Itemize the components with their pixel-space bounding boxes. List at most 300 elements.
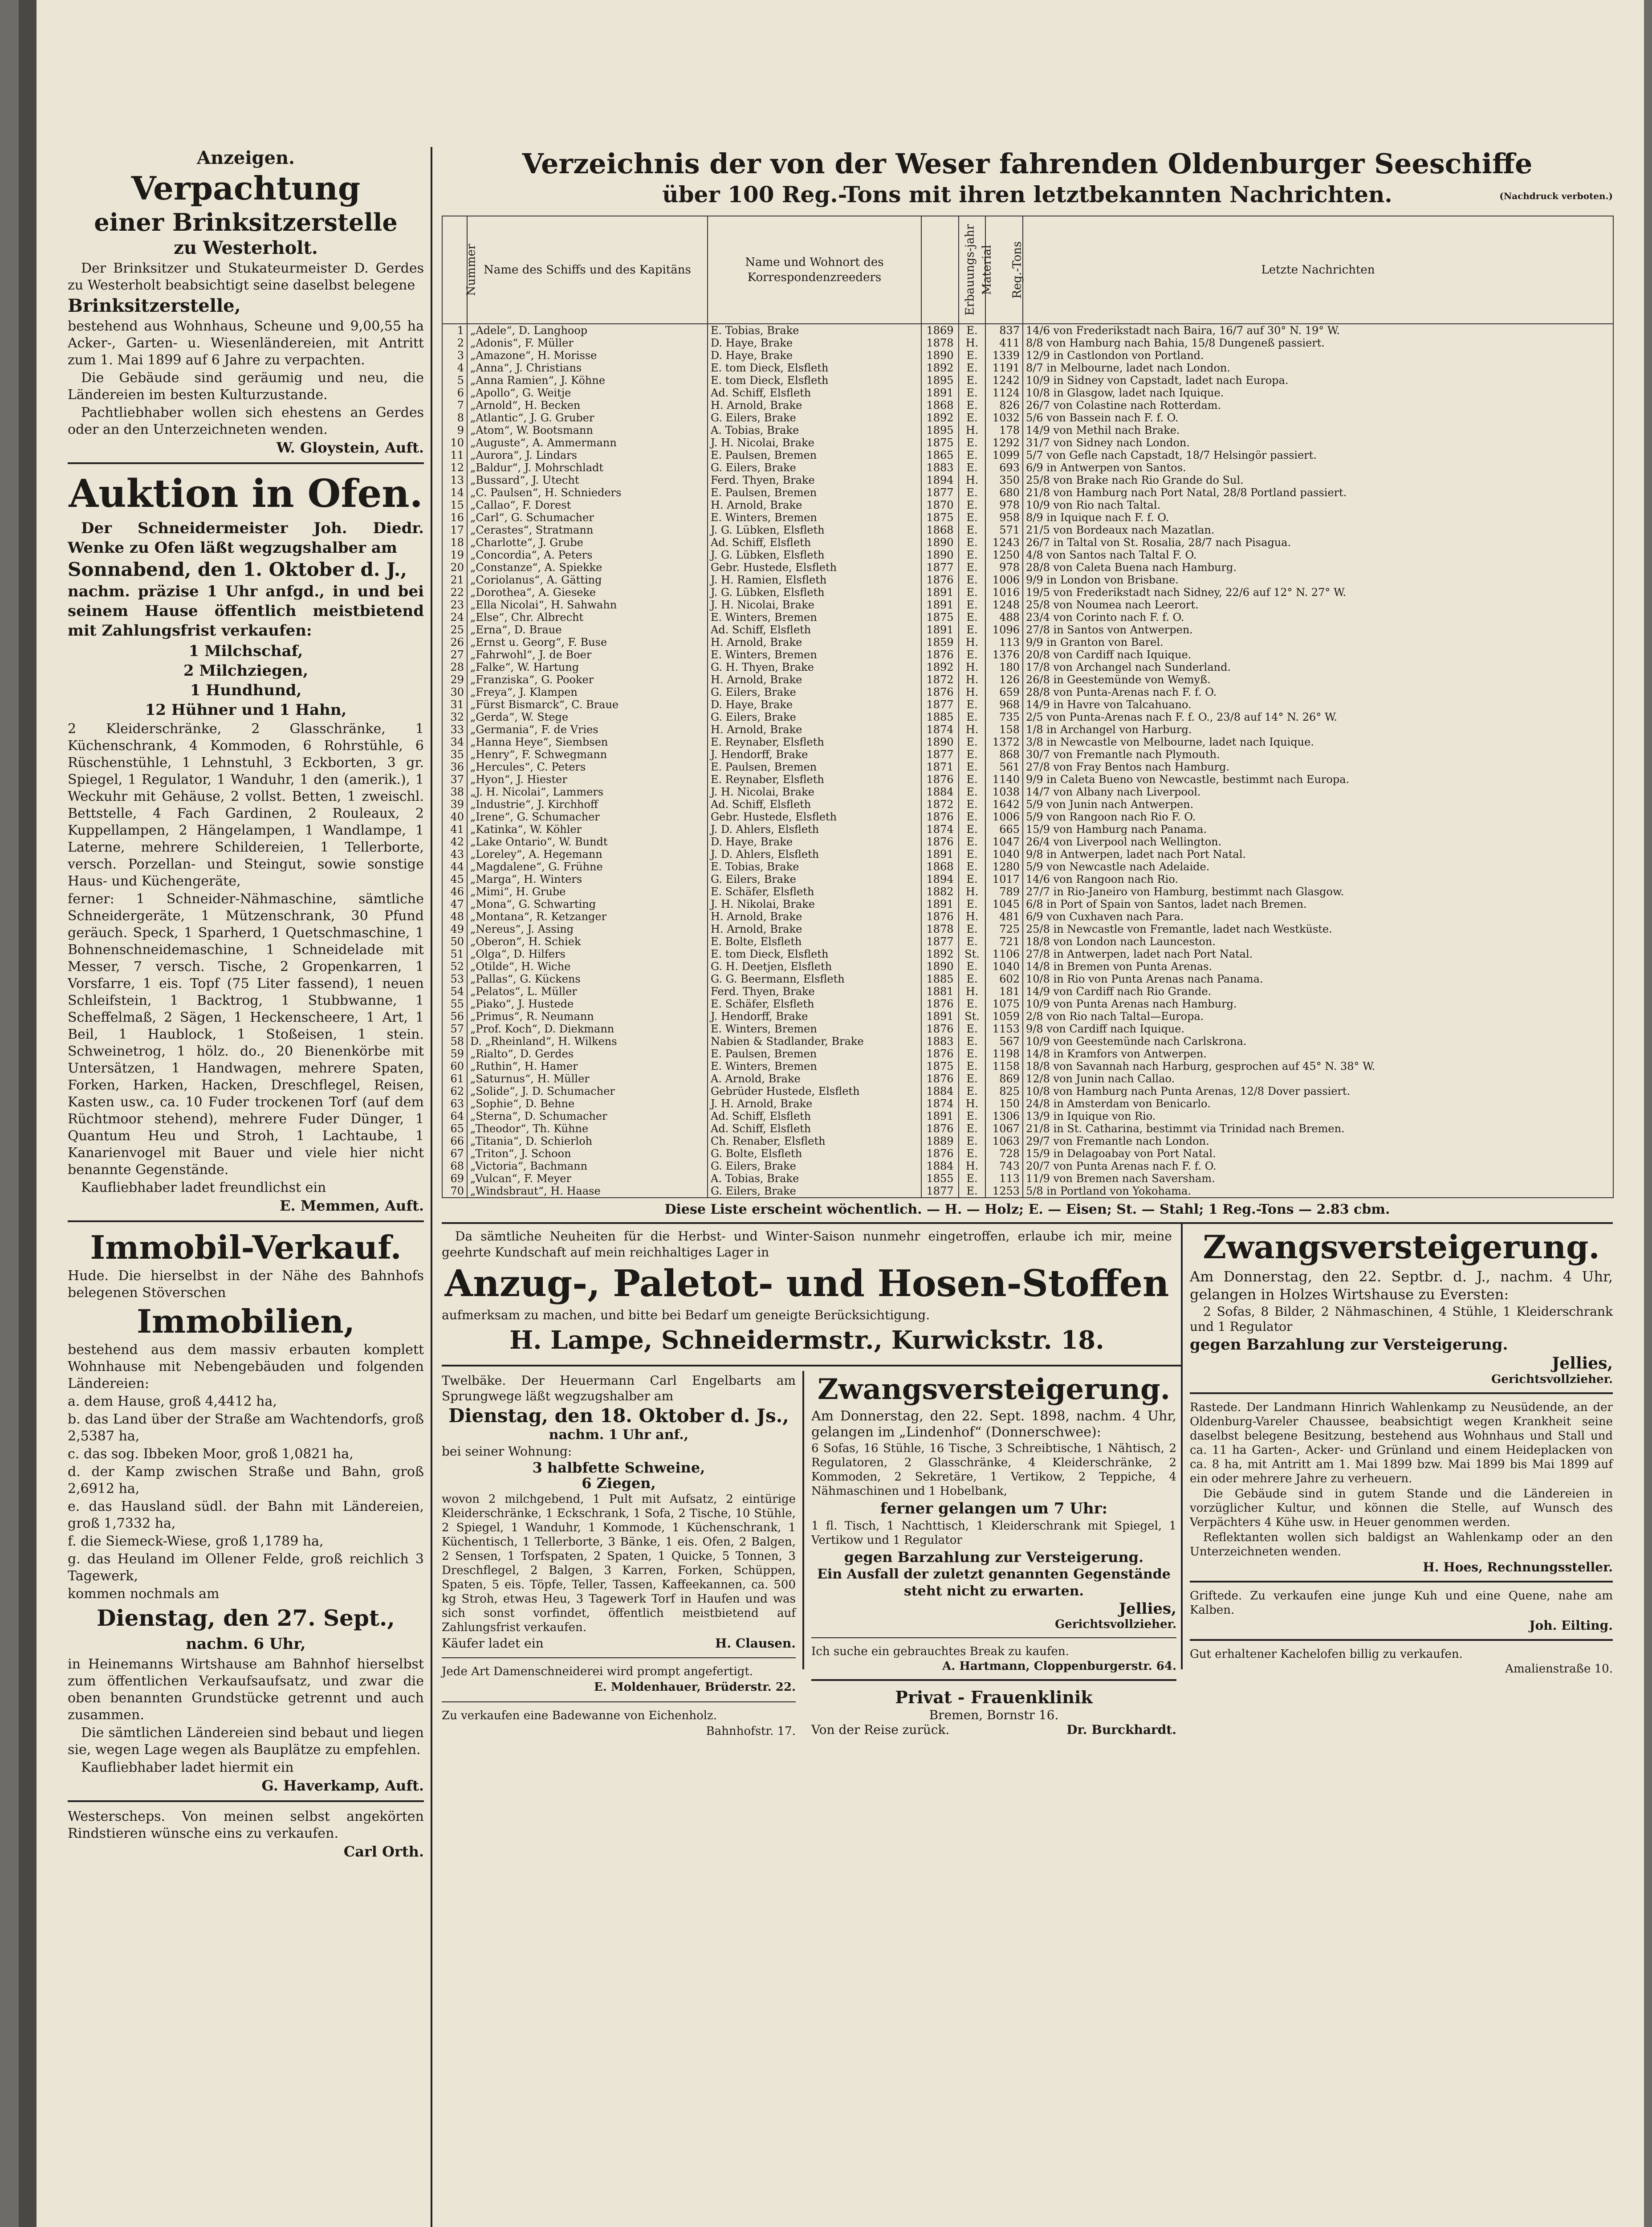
material: E.: [959, 748, 985, 761]
row-number: 58: [442, 1035, 467, 1048]
table-row: [442, 861, 1613, 873]
ad-text: 2 Sofas, 8 Bilder, 2 Nähmaschinen, 4 Stühle, 1 Kleiderschrank und 1 Regulator: [1190, 1304, 1613, 1334]
material: E.: [959, 599, 985, 611]
ad-title: Privat - Frauenklinik: [895, 1687, 1093, 1707]
table-row: [442, 1085, 1613, 1097]
ad-text: Gut erhaltener Kachelofen billig zu verkaufen.: [1190, 1648, 1463, 1661]
build-year: 1876: [921, 998, 959, 1010]
build-year: 1884: [921, 1085, 959, 1097]
table-row: [442, 337, 1613, 349]
reg-tons: 488: [985, 611, 1023, 624]
reg-tons: 178: [985, 424, 1023, 436]
reg-tons: 411: [985, 337, 1023, 349]
latest-news: 5/8 in Portland von Yokohama.: [1023, 1185, 1613, 1198]
material: H.: [959, 424, 985, 436]
reg-tons: 826: [985, 399, 1023, 412]
reg-tons: 1243: [985, 536, 1023, 549]
ad-title: Zwangsversteigerung.: [817, 1373, 1171, 1406]
ad-signature: Gerichtsvollzieher.: [1055, 1618, 1176, 1631]
build-year: 1890: [921, 536, 959, 549]
owner: J. H. Arnold, Brake: [708, 1097, 921, 1110]
reg-tons: 181: [985, 985, 1023, 998]
latest-news: 10/8 von Hamburg nach Punta Arenas, 12/8 Dover passiert.: [1023, 1085, 1613, 1097]
owner: Ad. Schiff, Elsfleth: [708, 1110, 921, 1122]
build-year: 1876: [921, 686, 959, 698]
latest-news: 9/9 in Granton von Barel.: [1023, 636, 1613, 649]
ad-title: zu Westerholt.: [174, 237, 318, 258]
ship-and-captain: „Magdalene“, G. Frühne: [467, 861, 708, 873]
owner: Ad. Schiff, Elsfleth: [708, 624, 921, 636]
build-year: 1884: [921, 786, 959, 798]
build-year: 1875: [921, 611, 959, 624]
ad-text: Die sämtlichen Ländereien sind bebaut und liegen sie, wegen Lage wegen als Bauplätze zu empfehlen.: [68, 1725, 424, 1758]
ad-text: bestehend aus Wohnhaus, Scheune und 9,00,55 ha Acker-, Garten- u. Wiesenländereien, mit Antritt zum 1. Mai 1899 auf 6 Jahre zu verpachten.: [68, 318, 424, 368]
ship-and-captain: „Nereus“, J. Assing: [467, 923, 708, 935]
latest-news: 1/8 in Archangel von Harburg.: [1023, 723, 1613, 736]
latest-news: 21/8 in St. Catharina, bestimmt via Trinidad nach Bremen.: [1023, 1122, 1613, 1135]
latest-news: 14/9 von Methil nach Brake.: [1023, 424, 1613, 436]
reg-tons: 113: [985, 1172, 1023, 1185]
table-row: [442, 985, 1613, 998]
latest-news: 14/7 von Albany nach Liverpool.: [1023, 786, 1613, 798]
row-number: 26: [442, 636, 467, 649]
row-number: 55: [442, 998, 467, 1010]
ad-text: Westerscheps. Von meinen selbst angekörten Rindstieren wünsche eins zu verkaufen.: [68, 1809, 424, 1841]
ship-and-captain: „Constanze“, A. Spiekke: [467, 561, 708, 574]
latest-news: 21/5 von Bordeaux nach Mazatlan.: [1023, 524, 1613, 536]
ship-and-captain: „Ella Nicolai“, H. Sahwahn: [467, 599, 708, 611]
ad-text: 2 Kleiderschränke, 2 Glasschränke, 1 Küchenschrank, 4 Kommoden, 6 Rohrstühle, 6 Rüschenstühle, 1 Lehnstuhl, 3 Eckborten, 3 gr. Spiegel, 1 Regulator, 1 Wanduhr, 1 den (amerik.), 1 Weckuhr mit Gehäuse, 2 vollst. Betten, 1 zweischl. Bettstelle, 4 Fach Gardinen, 2 Rouleaux, 2 Kuppellampen, 2 Hängelampen, 1 Wandlampe, 1 Laterne, mehrere Schildereien, 1 Tellerborte, versch. Porzellan- und Steingut, sowie sonstige Haus- und Küchengeräte,: [68, 721, 424, 889]
row-number: 41: [442, 823, 467, 836]
column-header: Material: [959, 216, 985, 324]
column-header: Reg.-Tons: [985, 216, 1023, 324]
ad-text: Am Donnerstag, den 22. Sept. 1898, nachm. 4 Uhr, gelangen im „Lindenhof“ (Donnerschwee):: [811, 1408, 1176, 1440]
material: H.: [959, 337, 985, 349]
list-item: e. das Hausland südl. der Bahn mit Ländereien, groß 1,7332 ha,: [68, 1499, 424, 1531]
table-row: [442, 848, 1613, 861]
column-separator: [431, 147, 432, 2227]
list-item: b. das Land über der Straße am Wachtendorfs, groß 2,5387 ha,: [68, 1411, 424, 1444]
divider: [811, 1637, 1176, 1638]
owner: E. Paulsen, Bremen: [708, 1048, 921, 1060]
owner: E. Schäfer, Elsfleth: [708, 998, 921, 1010]
ship-and-captain: „Hanna Heye“, Siembsen: [467, 736, 708, 748]
owner: J. H. Nicolai, Brake: [708, 786, 921, 798]
latest-news: 30/7 von Fremantle nach Plymouth.: [1023, 748, 1613, 761]
build-year: 1891: [921, 387, 959, 399]
material: E.: [959, 960, 985, 973]
row-number: 70: [442, 1185, 467, 1198]
owner: G. Eilers, Brake: [708, 412, 921, 424]
build-year: 1876: [921, 811, 959, 823]
ad-text: Die Gebäude sind geräumig und neu, die Ländereien im besten Kulturzustande.: [68, 370, 424, 403]
ad-text: Kaufliebhaber ladet freundlichst ein: [81, 1180, 326, 1195]
table-row: [442, 1023, 1613, 1035]
table-row: [442, 574, 1613, 586]
ship-and-captain: „Atlantic“, J. G. Gruber: [467, 412, 708, 424]
reg-tons: 659: [985, 686, 1023, 698]
table-row: [442, 686, 1613, 698]
owner: E. Winters, Bremen: [708, 1060, 921, 1073]
ad-text: 1 fl. Tisch, 1 Nachttisch, 1 Kleiderschrank mit Spiegel, 1 Vertikow und 1 Regulator: [811, 1519, 1176, 1547]
reg-tons: 1248: [985, 599, 1023, 611]
ship-and-captain: „Amazone“, H. Morisse: [467, 349, 708, 362]
owner: Gebrüder Hustede, Elsfleth: [708, 1085, 921, 1097]
main-column: [442, 147, 1613, 1738]
owner: G. Eilers, Brake: [708, 873, 921, 885]
row-number: 10: [442, 436, 467, 449]
ship-and-captain: „Mona“, G. Schwarting: [467, 898, 708, 910]
row-number: 39: [442, 798, 467, 811]
build-year: 1875: [921, 1060, 959, 1073]
row-number: 1: [442, 324, 467, 337]
ad-title: Anzug-, Paletot- und Hosen-Stoffen: [444, 1262, 1169, 1305]
owner: H. Arnold, Brake: [708, 399, 921, 412]
reg-tons: 978: [985, 561, 1023, 574]
ship-and-captain: „Adele“, D. Langhoop: [467, 324, 708, 337]
material: E.: [959, 998, 985, 1010]
ship-and-captain: „Hyon“, J. Hiester: [467, 773, 708, 786]
latest-news: 28/8 von Caleta Buena nach Hamburg.: [1023, 561, 1613, 574]
column-header: Nummer: [442, 216, 467, 324]
owner: D. Haye, Brake: [708, 349, 921, 362]
owner: G. Eilers, Brake: [708, 1160, 921, 1172]
latest-news: 20/8 von Cardiff nach Iquique.: [1023, 649, 1613, 661]
row-number: 20: [442, 561, 467, 574]
material: E.: [959, 798, 985, 811]
table-row: [442, 611, 1613, 624]
divider: [442, 1657, 796, 1658]
ad-item: 3 halbfette Schweine,: [532, 1459, 705, 1476]
build-year: 1877: [921, 935, 959, 948]
ad-text: Von der Reise zurück.: [811, 1722, 950, 1737]
ad-title: Immobil-Verkauf.: [90, 1228, 402, 1266]
ship-and-captain: „Olga“, D. Hilfers: [467, 948, 708, 960]
divider: [68, 1800, 424, 1802]
row-number: 14: [442, 486, 467, 499]
ad-signature: Carl Orth.: [343, 1843, 424, 1860]
row-number: 21: [442, 574, 467, 586]
build-year: 1876: [921, 1073, 959, 1085]
latest-news: 6/9 in Antwerpen von Santos.: [1023, 461, 1613, 474]
reg-tons: 1075: [985, 998, 1023, 1010]
latest-news: 5/9 von Rangoon nach Rio F. O.: [1023, 811, 1613, 823]
ship-table: [442, 216, 1614, 1198]
ad-signature: E. Memmen, Auft.: [280, 1197, 424, 1214]
material: E.: [959, 549, 985, 561]
table-row: [442, 536, 1613, 549]
ad-text: bei seiner Wohnung:: [442, 1444, 572, 1459]
ship-and-captain: „Marga“, H. Winters: [467, 873, 708, 885]
reg-tons: 869: [985, 1073, 1023, 1085]
material: E.: [959, 1023, 985, 1035]
column-header: Letzte Nachrichten: [1023, 216, 1613, 324]
ship-and-captain: „Titania“, D. Schierloh: [467, 1135, 708, 1147]
row-number: 15: [442, 499, 467, 511]
divider: [1190, 1581, 1613, 1583]
material: E.: [959, 973, 985, 985]
material: E.: [959, 923, 985, 935]
ad-signature: H. Clausen.: [715, 1636, 796, 1651]
latest-news: 5/7 von Gefle nach Capstadt, 18/7 Helsingör passiert.: [1023, 449, 1613, 461]
table-row: [442, 736, 1613, 748]
material: E.: [959, 773, 985, 786]
ship-and-captain: „Ernst u. Georg“, F. Buse: [467, 636, 708, 649]
reg-tons: 150: [985, 1097, 1023, 1110]
reg-tons: 721: [985, 935, 1023, 948]
build-year: 1875: [921, 436, 959, 449]
ad-text: aufmerksam zu machen, und bitte bei Bedarf um geneigte Berücksichtigung.: [442, 1308, 930, 1322]
table-row: [442, 486, 1613, 499]
reg-tons: 1032: [985, 412, 1023, 424]
row-number: 2: [442, 337, 467, 349]
ad-address: Bahnhofstr. 17.: [706, 1725, 796, 1738]
build-year: 1868: [921, 861, 959, 873]
material: E.: [959, 736, 985, 748]
table-row: [442, 661, 1613, 673]
ad-text: wovon 2 milchgebend, 1 Pult mit Aufsatz, 2 eintürige Kleiderschränke, 1 Eckschrank, 1 Sofa, 2 Tische, 10 Stühle, 2 Spiegel, 1 Wanduhr, 1 Kommode, 1 Küchenschrank, 1 Küchentisch, 1 Tellerborte, 3 Bänke, 1 eis. Ofen, 2 Balgen, 2 Sensen, 1 Torfspaten, 2 Spaten, 1 Quicke, 5 Tonnen, 3 Dreschflegel, 2 Balgen, 3 Karren, Forken, Schüppen, Spaten, 5 eis. Töpfe, Teller, Tassen, Kaffeekannen, ca. 500 kg Stroh, etwas Heu, 3 Tagewerk Torf in Haufen und was sich sonst vorfindet, öffentlich meistbietend auf Zahlungsfrist verkaufen.: [442, 1493, 796, 1634]
ship-and-captain: „Piako“, J. Hustede: [467, 998, 708, 1010]
ad-text: Pachtliebhaber wollen sich ehestens an Gerdes oder an den Unterzeichneten wenden.: [68, 405, 424, 437]
table-row: [442, 599, 1613, 611]
owner: E. Winters, Bremen: [708, 1023, 921, 1035]
build-year: 1859: [921, 636, 959, 649]
latest-news: 5/9 von Newcastle nach Adelaide.: [1023, 861, 1613, 873]
ship-and-captain: „Auguste“, A. Ammermann: [467, 436, 708, 449]
material: E.: [959, 1135, 985, 1147]
owner: E. Paulsen, Bremen: [708, 761, 921, 773]
row-number: 47: [442, 898, 467, 910]
reg-tons: 978: [985, 499, 1023, 511]
reg-tons: 728: [985, 1147, 1023, 1160]
latest-news: 4/8 von Santos nach Taltal F. O.: [1023, 549, 1613, 561]
ad-signature: G. Haverkamp, Auft.: [261, 1777, 424, 1794]
list-item: c. das sog. Ibbeken Moor, groß 1,0821 ha,: [68, 1446, 354, 1462]
row-number: 68: [442, 1160, 467, 1172]
owner: E. Winters, Bremen: [708, 611, 921, 624]
ad-item: 6 Ziegen,: [582, 1475, 656, 1492]
material: E.: [959, 935, 985, 948]
row-number: 57: [442, 1023, 467, 1035]
material: E.: [959, 649, 985, 661]
ship-and-captain: „Charlotte“, J. Grube: [467, 536, 708, 549]
build-year: 1868: [921, 524, 959, 536]
table-row: [442, 998, 1613, 1010]
owner: J. H. Ramien, Elsfleth: [708, 574, 921, 586]
latest-news: 9/8 von Cardiff nach Iquique.: [1023, 1023, 1613, 1035]
latest-news: 10/9 von Rio nach Taltal.: [1023, 499, 1613, 511]
latest-news: 12/9 in Castlondon von Portland.: [1023, 349, 1613, 362]
reg-tons: 350: [985, 474, 1023, 486]
table-row: [442, 349, 1613, 362]
owner: E. Winters, Bremen: [708, 649, 921, 661]
material: St.: [959, 948, 985, 960]
ad-signature: H. Hoes, Rechnungssteller.: [1423, 1560, 1613, 1574]
row-number: 54: [442, 985, 467, 998]
reg-tons: 1096: [985, 624, 1023, 636]
column-header: Name des Schiffs und des Kapitäns: [467, 216, 708, 324]
reg-tons: 1292: [985, 436, 1023, 449]
ship-and-captain: „Primus“, R. Neumann: [467, 1010, 708, 1023]
reg-tons: 1045: [985, 898, 1023, 910]
table-row: [442, 698, 1613, 711]
ship-and-captain: „Bussard“, J. Utecht: [467, 474, 708, 486]
table-row: [442, 711, 1613, 723]
ship-and-captain: D. „Rheinland“, H. Wilkens: [467, 1035, 708, 1048]
owner: Ad. Schiff, Elsfleth: [708, 536, 921, 549]
material: E.: [959, 399, 985, 412]
table-row: [442, 524, 1613, 536]
build-year: 1892: [921, 362, 959, 374]
table-row: [442, 324, 1613, 337]
ad-text: Am Donnerstag, den 22. Septbr. d. J., nachm. 4 Uhr, gelangen in Holzes Wirtshause zu Eversten:: [1190, 1268, 1613, 1303]
material: E.: [959, 811, 985, 823]
owner: G. Bolte, Elsfleth: [708, 1147, 921, 1160]
ad-text: ferner gelangen um 7 Uhr:: [880, 1500, 1108, 1517]
table-row: [442, 449, 1613, 461]
ship-and-captain: „J. H. Nicolai“, Lammers: [467, 786, 708, 798]
build-year: 1891: [921, 848, 959, 861]
latest-news: 18/8 von Savannah nach Harburg, gesprochen auf 45° N. 38° W.: [1023, 1060, 1613, 1073]
material: E.: [959, 898, 985, 910]
ship-and-captain: „Solide“, J. D. Schumacher: [467, 1085, 708, 1097]
latest-news: 18/8 von London nach Launceston.: [1023, 935, 1613, 948]
reg-tons: 1250: [985, 549, 1023, 561]
ship-and-captain: „Carl“, G. Schumacher: [467, 511, 708, 524]
ship-and-captain: „Concordia“, A. Peters: [467, 549, 708, 561]
row-number: 33: [442, 723, 467, 736]
reg-tons: 1040: [985, 848, 1023, 861]
table-row: [442, 910, 1613, 923]
ad-date: Dienstag, den 27. Sept.,: [97, 1605, 395, 1631]
build-year: 1891: [921, 1010, 959, 1023]
owner: G. H. Thyen, Brake: [708, 661, 921, 673]
material: H.: [959, 661, 985, 673]
reg-tons: 1280: [985, 861, 1023, 873]
table-row: [442, 723, 1613, 736]
table-row: [442, 786, 1613, 798]
latest-news: 28/8 von Punta-Arenas nach F. f. O.: [1023, 686, 1613, 698]
owner: D. Haye, Brake: [708, 337, 921, 349]
ad-time: nachm. 6 Uhr,: [186, 1635, 306, 1653]
ad-title: Auktion in Ofen.: [69, 471, 423, 516]
material: E.: [959, 524, 985, 536]
table-row: [442, 586, 1613, 599]
ad-item: 1 Milchschaf,: [188, 642, 303, 660]
table-row: [442, 823, 1613, 836]
ship-table-body: [442, 324, 1613, 1198]
reg-tons: 1253: [985, 1185, 1023, 1198]
owner: J. Hendorff, Brake: [708, 1010, 921, 1023]
ship-and-captain: „Freya“, J. Klampen: [467, 686, 708, 698]
ad-subtitle: Immobilien,: [137, 1302, 355, 1340]
latest-news: 10/8 in Rio von Punta Arenas nach Panama.: [1023, 973, 1613, 985]
ship-and-captain: „Katinka“, W. Köhler: [467, 823, 708, 836]
table-row: [442, 1185, 1613, 1198]
reg-tons: 113: [985, 636, 1023, 649]
material: E.: [959, 1122, 985, 1135]
reg-tons: 1006: [985, 574, 1023, 586]
reg-tons: 868: [985, 748, 1023, 761]
build-year: 1891: [921, 1110, 959, 1122]
divider: [68, 1220, 424, 1222]
owner: Gebr. Hustede, Elsfleth: [708, 811, 921, 823]
column-separator: [802, 1371, 804, 1669]
material: St.: [959, 1010, 985, 1023]
latest-news: 6/8 in Port of Spain von Santos, ladet nach Bremen.: [1023, 898, 1613, 910]
table-row: [442, 362, 1613, 374]
material: H.: [959, 885, 985, 898]
build-year: 1883: [921, 1035, 959, 1048]
table-row: [442, 374, 1613, 387]
build-year: 1876: [921, 1122, 959, 1135]
latest-news: 2/8 von Rio nach Taltal—Europa.: [1023, 1010, 1613, 1023]
latest-news: 5/9 von Junin nach Antwerpen.: [1023, 798, 1613, 811]
material: E.: [959, 449, 985, 461]
latest-news: 23/4 von Corinto nach F. f. O.: [1023, 611, 1613, 624]
owner: E. Reynaber, Elsfleth: [708, 773, 921, 786]
latest-news: 8/7 in Melbourne, ladet nach London.: [1023, 362, 1613, 374]
latest-news: 14/9 von Cardiff nach Rio Grande.: [1023, 985, 1613, 998]
ship-and-captain: „Oberon“, H. Schiek: [467, 935, 708, 948]
material: E.: [959, 362, 985, 374]
latest-news: 25/8 von Noumea nach Leerort.: [1023, 599, 1613, 611]
ship-and-captain: „Montana“, R. Ketzanger: [467, 910, 708, 923]
ship-and-captain: „Arnold“, H. Becken: [467, 399, 708, 412]
ad-text: Der Schneidermeister Joh. Diedr. Wenke zu Ofen läßt wegzugshalber am: [68, 519, 424, 557]
build-year: 1881: [921, 985, 959, 998]
latest-news: 14/8 in Kramfors von Antwerpen.: [1023, 1048, 1613, 1060]
owner: A. Tobias, Brake: [708, 424, 921, 436]
build-year: 1877: [921, 698, 959, 711]
table-row: [442, 1160, 1613, 1172]
row-number: 60: [442, 1060, 467, 1073]
owner: J. D. Ahlers, Elsfleth: [708, 848, 921, 861]
reg-tons: 743: [985, 1160, 1023, 1172]
table-row: [442, 387, 1613, 399]
reg-tons: 837: [985, 324, 1023, 337]
build-year: 1891: [921, 624, 959, 636]
build-year: 1877: [921, 561, 959, 574]
ad-text: 6 Sofas, 16 Stühle, 16 Tische, 3 Schreibtische, 1 Nähtisch, 2 Regulatoren, 2 Glasschränke, 4 Kleiderschränke, 2 Kommoden, 2 Sekretäre, 1 Vertikow, 2 Teppiche, 4 Nähmaschinen und 1 Hobelbank,: [811, 1442, 1176, 1498]
latest-news: 24/8 in Amsterdam von Benicarlo.: [1023, 1097, 1613, 1110]
ship-and-captain: „Rialto“, D. Gerdes: [467, 1048, 708, 1060]
build-year: 1892: [921, 412, 959, 424]
row-number: 40: [442, 811, 467, 823]
build-year: 1885: [921, 973, 959, 985]
table-row: [442, 748, 1613, 761]
table-row: [442, 673, 1613, 686]
owner: A. Tobias, Brake: [708, 1172, 921, 1185]
material: H.: [959, 723, 985, 736]
build-year: 1885: [921, 711, 959, 723]
row-number: 65: [442, 1122, 467, 1135]
row-number: 27: [442, 649, 467, 661]
material: E.: [959, 836, 985, 848]
reg-tons: 1067: [985, 1122, 1023, 1135]
row-number: 56: [442, 1010, 467, 1023]
ad-twelbaeke: [442, 1372, 796, 1739]
row-number: 7: [442, 399, 467, 412]
owner: G. H. Deetjen, Elsfleth: [708, 960, 921, 973]
latest-news: 10/9 in Sidney von Capstadt, ladet nach Europa.: [1023, 374, 1613, 387]
latest-news: 14/9 in Havre von Talcahuano.: [1023, 698, 1613, 711]
latest-news: 31/7 von Sidney nach London.: [1023, 436, 1613, 449]
latest-news: 25/8 von Brake nach Rio Grande do Sul.: [1023, 474, 1613, 486]
ad-signature: Jellies,: [1119, 1600, 1176, 1618]
ad-text: nachm. präzise 1 Uhr anfgd., in und bei seinem Hause öffentlich meistbietend mit Zahlungsfrist verkaufen:: [68, 583, 424, 640]
reg-tons: 1198: [985, 1048, 1023, 1060]
